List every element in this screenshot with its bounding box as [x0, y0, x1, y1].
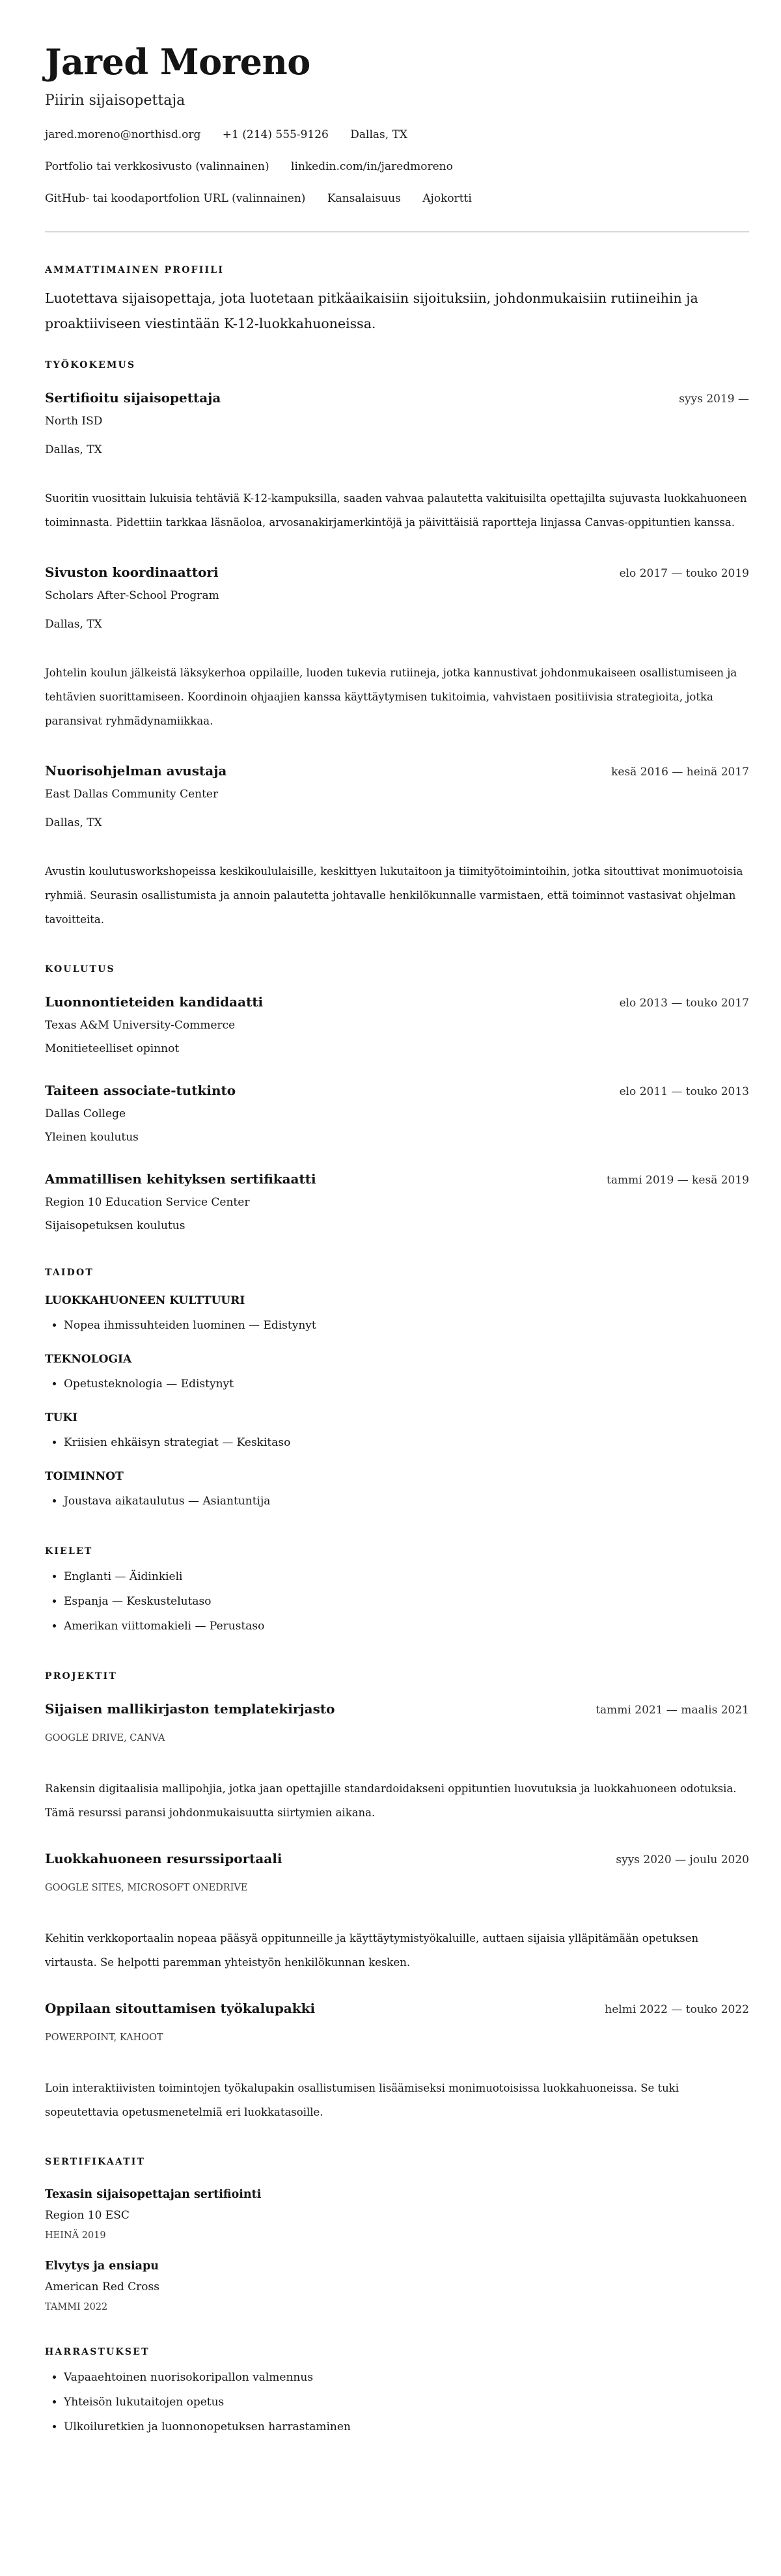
certificate-entry [45, 2185, 749, 2243]
certificate-title: Elvytys ja ensiapu [45, 2260, 159, 2273]
entry-date: elo 2013 — touko 2017 [619, 997, 749, 1010]
contact-email[interactable]: jared.moreno@northisd.org [45, 128, 201, 141]
certificate-issuer: American Red Cross [45, 2280, 159, 2293]
entry-header [45, 1849, 749, 1869]
entry-header [45, 1170, 749, 1189]
contact-github[interactable]: GitHub- tai koodaportfolion URL (valinnainen) [45, 192, 306, 205]
education-section [45, 963, 749, 1235]
job-location: Dallas, TX [45, 816, 102, 829]
section-heading: KOULUTUS [45, 964, 115, 975]
entry-date: kesä 2016 — heinä 2017 [611, 766, 749, 779]
entry-title: Luonnontieteiden kandidaatti [45, 994, 264, 1010]
job-location: Dallas, TX [45, 618, 102, 631]
candidate-title: Piirin sijaisopettaja [45, 92, 185, 109]
entry-title: Nuorisohjelman avustaja [45, 763, 227, 779]
skill-list [45, 1489, 749, 1514]
certificate-date: HEINÄ 2019 [45, 2230, 106, 2241]
education-institution: Texas A&M University-Commerce [45, 1019, 236, 1032]
project-description: Rakensin digitaalisia mallipohjia, jotka jaan opettajille standardoidakseni oppituntien luovutuksia ja luokkahuoneen odotuksia. Tämä resurssi paransi johdonmukaisuutta siirtymien aikana. [45, 1782, 737, 1819]
entry-header [45, 1700, 749, 1719]
education-field: Monitieteelliset opinnot [45, 1042, 180, 1055]
section-heading: PROJEKTIT [45, 1671, 118, 1682]
job-organization: East Dallas Community Center [45, 788, 219, 801]
interest-item: • Yhteisön lukutaitojen opetus [64, 2390, 749, 2415]
certificate-entry [45, 2257, 749, 2314]
education-institution: Region 10 Education Service Center [45, 1196, 250, 1209]
skill-list [45, 1313, 749, 1338]
certificate-issuer: Region 10 ESC [45, 2209, 130, 2222]
entry-title: Taiteen associate-tutkinto [45, 1083, 236, 1098]
entry-header [45, 389, 749, 408]
education-entry [45, 1170, 749, 1235]
entry-date: syys 2019 — [679, 393, 749, 406]
experience-section [45, 359, 749, 932]
entry-title: Sertifioitu sijaisopettaja [45, 390, 221, 406]
section-heading: HARRASTUKSET [45, 2347, 150, 2357]
skill-category-title: TEKNOLOGIA [45, 1353, 132, 1366]
project-technologies: GOOGLE DRIVE, CANVA [45, 1733, 165, 1743]
skill-item: • Joustava aikataulutus — Asiantuntija [64, 1489, 749, 1514]
candidate-name: Jared Moreno [45, 41, 310, 83]
skill-list [45, 1430, 749, 1455]
entry-date: syys 2020 — joulu 2020 [616, 1853, 749, 1866]
skill-category-title: LUOKKAHUONEEN KULTTUURI [45, 1294, 245, 1307]
contact-location: Dallas, TX [350, 128, 407, 141]
entry-date: tammi 2019 — kesä 2019 [606, 1174, 749, 1187]
interests-section [45, 2346, 749, 2439]
education-field: Sijaisopetuksen koulutus [45, 1219, 185, 1232]
skill-item: • Kriisien ehkäisyn strategiat — Keskitaso [64, 1430, 749, 1455]
skills-section [45, 1266, 749, 1514]
entry-title: Sivuston koordinaattori [45, 564, 219, 580]
section-heading: SERTIFIKAATIT [45, 2157, 146, 2167]
contact-citizenship: Kansalaisuus [327, 192, 401, 205]
entry-title: Luokkahuoneen resurssiportaali [45, 1851, 282, 1866]
skill-category-title: TOIMINNOT [45, 1470, 124, 1483]
skill-item: • Opetusteknologia — Edistynyt [64, 1372, 749, 1396]
skill-item: • Nopea ihmissuhteiden luominen — Edistynyt [64, 1313, 749, 1338]
certificate-title: Texasin sijaisopettajan sertifiointi [45, 2188, 262, 2201]
certificates-section [45, 2155, 749, 2314]
projects-section [45, 1670, 749, 2124]
job-entry [45, 762, 749, 932]
profile-text: Luotettava sijaisopettaja, jota luotetaan pitkäaikaisiin sijoituksiin, johdonmukaisiin rutiineihin ja proaktiiviseen viestintään K-12-luokkahuoneissa. [45, 290, 698, 331]
skill-list [45, 1372, 749, 1396]
job-location: Dallas, TX [45, 443, 102, 456]
language-item: • Espanja — Keskustelutaso [64, 1589, 749, 1614]
project-entry [45, 1700, 749, 1825]
entry-date: elo 2017 — touko 2019 [619, 567, 749, 580]
contact-row [45, 191, 749, 206]
job-description: Suoritin vuosittain lukuisia tehtäviä K-12-kampuksilla, saaden vahvaa palautetta vakituisilta opettajilta sujuvasta luokkahuoneen toiminnasta. Pidettiin tarkkaa läsnäoloa, arvosanakirjamerkintöjä ja päivittäisiä raportteja linjassa Canvas-oppituntien kanssa. [45, 492, 747, 529]
project-description: Loin interaktiivisten toimintojen työkalupakin osallistumisen lisäämiseksi monimuotoisissa luokkahuoneissa. Se tuki sopeutettavia opetusmenetelmiä eri luokkatasoille. [45, 2082, 679, 2118]
entry-header [45, 993, 749, 1012]
job-entry [45, 563, 749, 733]
job-entry [45, 389, 749, 534]
contact-linkedin[interactable]: linkedin.com/in/jaredmoreno [291, 160, 453, 173]
section-heading: TYÖKOKEMUS [45, 360, 136, 370]
entry-title: Oppilaan sitouttamisen työkalupakki [45, 2001, 316, 2016]
job-description: Johtelin koulun jälkeistä läksykerhoa oppilaille, luoden tukevia rutiineja, jotka kannustivat johdonmukaiseen osallistumiseen ja tehtävien suorittamiseen. Koordinoin ohjaajien kanssa käyttäytymisen tukitoimia, vahvistaen positiivisia strategioita, jotka paransivat ryhmädynamiikkaa. [45, 667, 737, 727]
entry-header [45, 563, 749, 583]
certificate-date: TAMMI 2022 [45, 2302, 108, 2312]
education-entry [45, 1081, 749, 1146]
entry-date: tammi 2021 — maalis 2021 [596, 1704, 749, 1717]
languages-list [45, 1564, 749, 1639]
job-organization: Scholars After-School Program [45, 589, 219, 602]
interests-list [45, 2365, 749, 2439]
entry-header [45, 762, 749, 781]
education-institution: Dallas College [45, 1107, 126, 1120]
interest-item: • Vapaaehtoinen nuorisokoripallon valmennus [64, 2365, 749, 2390]
language-item: • Amerikan viittomakieli — Perustaso [64, 1614, 749, 1639]
languages-section [45, 1545, 749, 1639]
resume-header [45, 38, 749, 206]
section-heading: KIELET [45, 1546, 93, 1557]
education-entry [45, 993, 749, 1058]
language-item: • Englanti — Äidinkieli [64, 1564, 749, 1589]
project-entry [45, 1849, 749, 1974]
contact-phone[interactable]: +1 (214) 555-9126 [222, 128, 329, 141]
interest-item: • Ulkoiluretkien ja luonnonopetuksen harrastaminen [64, 2415, 749, 2439]
job-organization: North ISD [45, 415, 103, 428]
section-heading: TAIDOT [45, 1267, 94, 1278]
section-heading: AMMATTIMAINEN PROFIILI [45, 265, 225, 275]
entry-header [45, 1081, 749, 1101]
project-description: Kehitin verkkoportaalin nopeaa pääsyä oppitunneille ja käyttäytymistyökaluille, auttaen sijaisia ylläpitämään opetuksen virtausta. Se helpotti paremman yhteistyön henkilökunnan kesken. [45, 1932, 699, 1969]
contact-row [45, 127, 749, 143]
skill-category-title: TUKI [45, 1411, 78, 1424]
entry-title: Sijaisen mallikirjaston templatekirjasto [45, 1701, 335, 1717]
education-field: Yleinen koulutus [45, 1131, 139, 1144]
project-entry [45, 1999, 749, 2124]
entry-header [45, 1999, 749, 2019]
contact-portfolio[interactable]: Portfolio tai verkkosivusto (valinnainen) [45, 160, 269, 173]
contact-row [45, 159, 749, 174]
header-divider [45, 231, 749, 232]
project-technologies: POWERPOINT, KAHOOT [45, 2032, 163, 2043]
profile-section [45, 264, 749, 337]
project-technologies: GOOGLE SITES, MICROSOFT ONEDRIVE [45, 1883, 248, 1893]
entry-date: helmi 2022 — touko 2022 [605, 2003, 749, 2016]
job-description: Avustin koulutusworkshopeissa keskikoululaisille, keskittyen lukutaitoon ja tiimityötoimintoihin, jotka sitouttivat monimuotoisia ryhmiä. Seurasin osallistumista ja annoin palautetta johtavalle henkilökunnalle varmistaen, että toiminnot vastasivat ohjelman tavoitteita. [45, 865, 743, 926]
contact-drivers-license: Ajokortti [422, 192, 472, 205]
entry-date: elo 2011 — touko 2013 [619, 1085, 749, 1098]
entry-title: Ammatillisen kehityksen sertifikaatti [45, 1171, 316, 1187]
